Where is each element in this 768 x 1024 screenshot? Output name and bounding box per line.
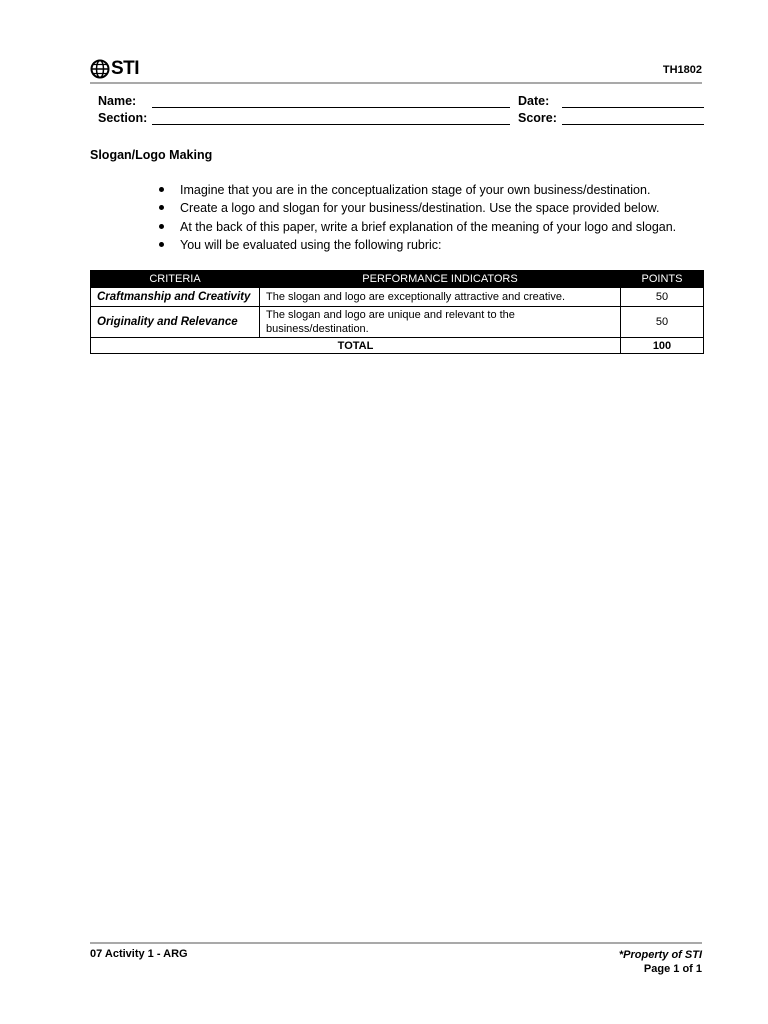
logo-text: STI xyxy=(111,58,140,79)
sti-globe-logo-icon xyxy=(90,59,110,79)
rubric-table xyxy=(90,270,704,354)
score-field[interactable] xyxy=(562,111,704,125)
page-header xyxy=(90,56,702,84)
header-criteria: CRITERIA xyxy=(91,271,260,288)
list-item: Imagine that you are in the conceptualization stage of your own business/destination. xyxy=(157,181,676,199)
total-label: TOTAL xyxy=(91,338,621,354)
total-points: 100 xyxy=(621,338,704,354)
section-field[interactable] xyxy=(152,111,510,125)
criteria-cell: Craftmanship and Creativity xyxy=(91,288,260,307)
criteria-cell: Originality and Relevance xyxy=(91,307,260,338)
name-label: Name: xyxy=(98,94,137,108)
date-field[interactable] xyxy=(562,94,704,108)
sti-logo xyxy=(90,58,139,80)
table-row xyxy=(91,307,704,338)
indicator-cell: The slogan and logo are exceptionally attractive and creative. xyxy=(260,288,621,307)
page-footer xyxy=(90,942,702,975)
instructions-list xyxy=(157,181,676,254)
section-label: Section: xyxy=(98,111,148,125)
footer-page-number: Page 1 of 1 xyxy=(643,963,702,975)
info-row-name xyxy=(98,94,704,111)
section-title: Slogan/Logo Making xyxy=(90,148,213,162)
list-item: At the back of this paper, write a brief explanation of the meaning of your logo and slogan. xyxy=(157,218,676,236)
score-label: Score: xyxy=(518,111,557,125)
total-row xyxy=(91,338,704,354)
indicator-cell: The slogan and logo are unique and relevant to the business/destination. xyxy=(260,307,621,338)
table-row xyxy=(91,288,704,307)
list-item: You will be evaluated using the following rubric: xyxy=(157,236,676,254)
student-info xyxy=(98,94,704,128)
name-field[interactable] xyxy=(152,94,510,108)
document-code: TH1802 xyxy=(662,64,702,76)
list-item: Create a logo and slogan for your business/destination. Use the space provided below. xyxy=(157,199,676,217)
points-cell: 50 xyxy=(621,307,704,338)
rubric-header-row xyxy=(91,271,704,288)
header-performance-indicators: PERFORMANCE INDICATORS xyxy=(260,271,621,288)
date-label: Date: xyxy=(518,94,550,108)
footer-right xyxy=(619,948,702,976)
info-row-section xyxy=(98,111,704,128)
footer-activity: 07 Activity 1 - ARG xyxy=(90,948,188,960)
points-cell: 50 xyxy=(621,288,704,307)
header-points: POINTS xyxy=(621,271,704,288)
footer-property: *Property of STI xyxy=(618,949,702,961)
